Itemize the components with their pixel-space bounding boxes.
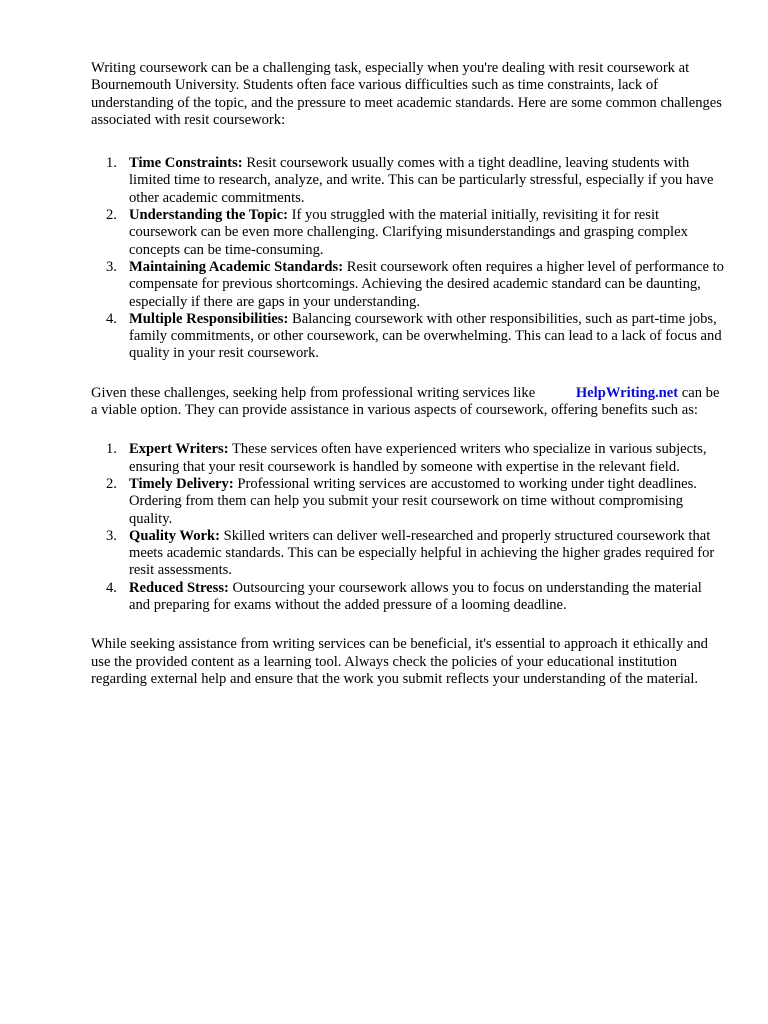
- intro-paragraph: Writing coursework can be a challenging task, especially when you're dealing with resit coursework at Bournemouth University. Students often face various difficulties such as time constraints, lack of understanding of the topic, and the pressure to meet academic standards. Here are some common challenges associated with resit coursework:: [91, 60, 722, 128]
- list-item-term: Multiple Responsibilities:: [129, 310, 289, 327]
- list-item-term: Timely Delivery:: [129, 475, 234, 492]
- list-item: [91, 207, 725, 259]
- document-page: [91, 60, 725, 688]
- list-item-term: Expert Writers:: [129, 441, 229, 458]
- list-item-term: Time Constraints:: [129, 155, 243, 172]
- list-item-term: Quality Work:: [129, 527, 220, 544]
- list-item-number: 2.: [106, 475, 117, 492]
- list-item-number: 2.: [106, 207, 117, 224]
- list-item-text: Balancing coursework with other responsibilities, such as part-time jobs, family commitments, or other coursework, can be overwhelming. This can lead to a lack of focus and quality in your resit coursework.: [129, 310, 722, 362]
- list-item: [91, 155, 725, 207]
- list-item: [91, 476, 725, 528]
- list-item-text: Skilled writers can deliver well-researched and properly structured coursework that meets academic standards. This can be especially helpful in achieving the higher grades required for resit assessments.: [129, 527, 715, 579]
- list-item-text: Professional writing services are accustomed to working under tight deadlines. Ordering from them can help you submit your resit coursework on time without compromising quality.: [129, 475, 697, 527]
- list-item-number: 3.: [106, 258, 117, 275]
- list-item-text: Resit coursework often requires a higher level of performance to compensate for previous shortcomings. Achieving the desired academic standard can be daunting, especially if there are gaps in your understanding.: [129, 258, 724, 310]
- list-item-term: Understanding the Topic:: [129, 207, 288, 224]
- closing-paragraph: While seeking assistance from writing services can be beneficial, it's essential to approach it ethically and use the provided content as a learning tool. Always check the policies of your educational institution regarding external help and ensure that the work you submit reflects your understanding of the material.: [91, 636, 708, 687]
- help-paragraph-after: can be a viable option. They can provide assistance in various aspects of coursework, offering benefits such as:: [91, 384, 720, 419]
- list-item: [91, 441, 725, 476]
- list-item-number: 4.: [106, 579, 117, 596]
- challenges-list: [91, 155, 725, 363]
- list-item: [91, 311, 725, 363]
- list-item-term: Reduced Stress:: [129, 579, 229, 596]
- list-item-number: 1.: [106, 441, 117, 458]
- list-item: [91, 528, 725, 580]
- list-item-number: 1.: [106, 155, 117, 172]
- list-item-text: Resit coursework usually comes with a tight deadline, leaving students with limited time to research, analyze, and write. This can be particularly stressful, especially if you have other academic commitments.: [129, 155, 714, 206]
- list-item: [91, 580, 725, 615]
- help-paragraph: [91, 385, 725, 420]
- list-item-text: Outsourcing your coursework allows you to focus on understanding the material and preparing for exams without the added pressure of a looming deadline.: [129, 579, 702, 614]
- list-item-number: 3.: [106, 527, 117, 544]
- list-item-text: If you struggled with the material initially, revisiting it for resit coursework can be even more challenging. Clarifying misunderstandings and grasping complex concepts can be time-consuming.: [129, 207, 688, 258]
- list-item-term: Maintaining Academic Standards:: [129, 258, 344, 275]
- help-paragraph-before: Given these challenges, seeking help from professional writing services like: [91, 384, 536, 401]
- list-item-text: These services often have experienced writers who specialize in various subjects, ensuring that your resit coursework is handled by someone with expertise in the relevant field.: [129, 441, 707, 475]
- helpwriting-link[interactable]: HelpWriting.net: [575, 384, 679, 401]
- list-item-number: 4.: [106, 310, 117, 327]
- benefits-list: [91, 441, 725, 614]
- list-item: [91, 259, 725, 311]
